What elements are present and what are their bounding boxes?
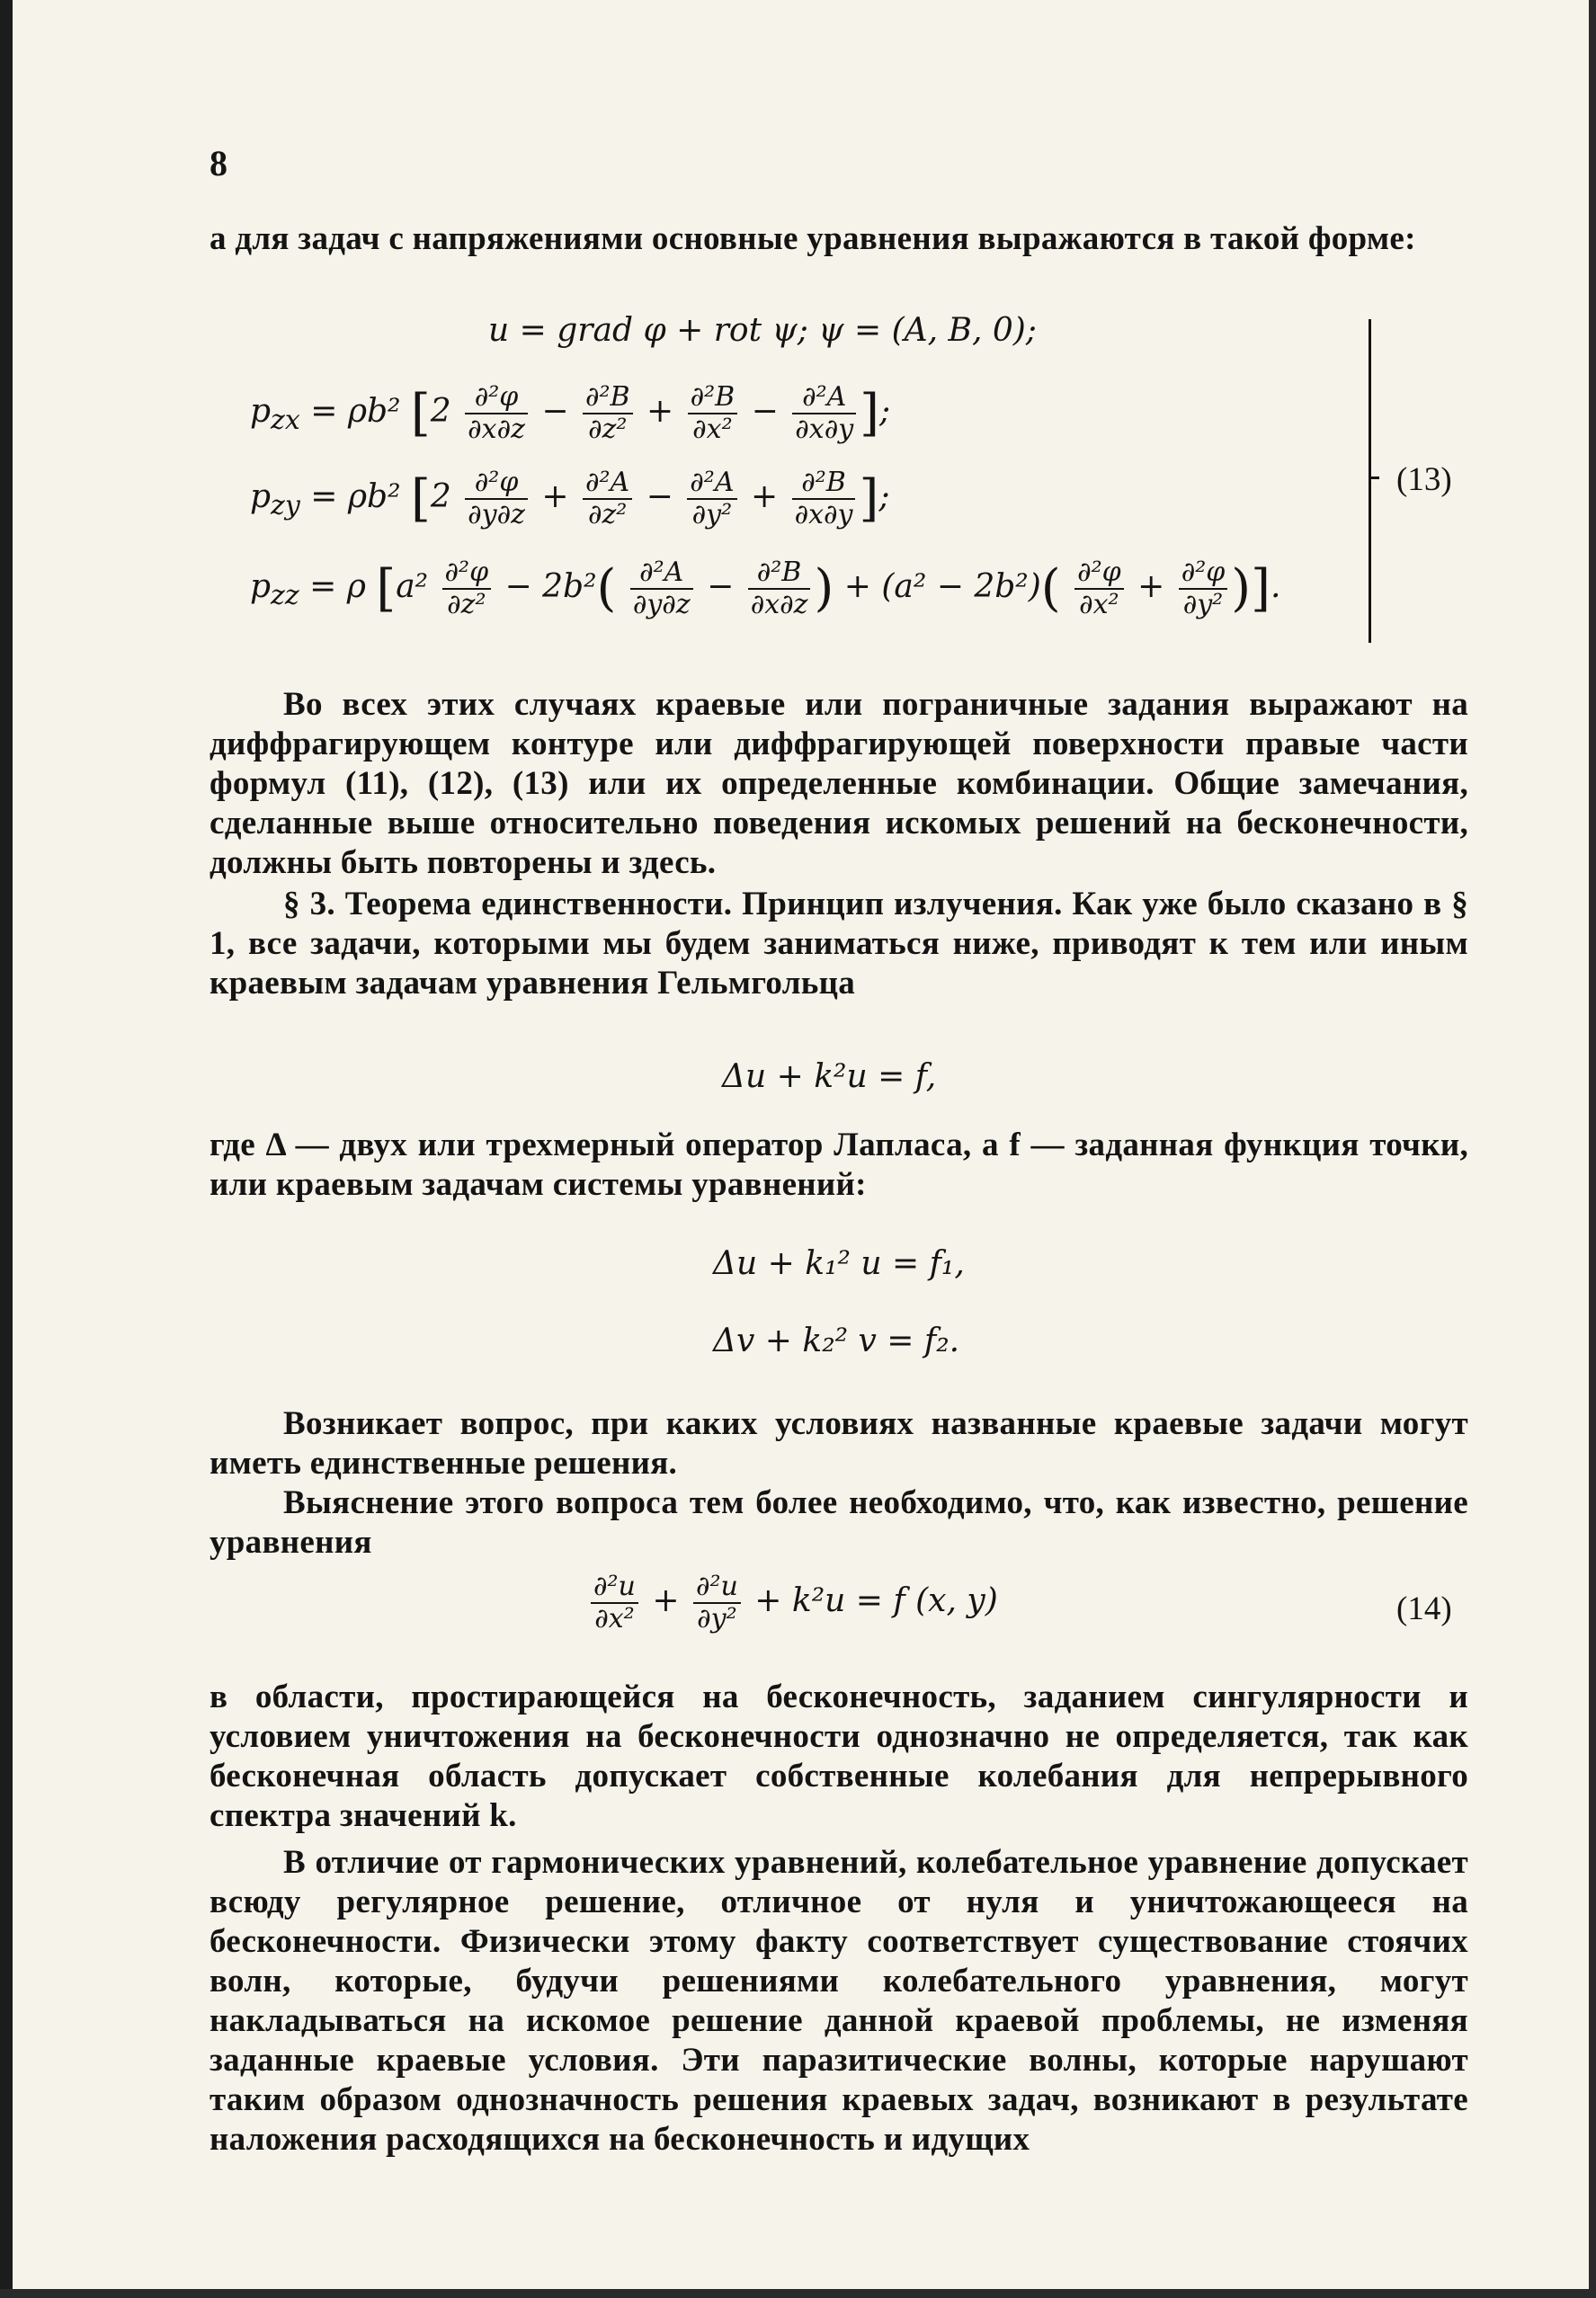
paragraph-laplace: где Δ — двух или трехмерный оператор Лапласа, а f — заданная функция точки, или краевым задачам системы уравнений: [210,1127,1468,1203]
eq14-rhs: + k²u = f (x, y) [754,1582,998,1619]
paragraph-standing-waves: В отличие от гармонических уравнений, колебательное уравнение допускает всюду регулярное решение, отличное от нуля и уничтожающееся на бесконечности. Физически этому факту соответствует существование стоячих волн, которые, будучи решениями колебательного уравнения, могут накладываться на искомое решение данной краевой проблемы, не изменяя заданные краевые условия. Эти паразитические волны, которые нарушают таким образом однозначность решения краевых задач, возникают в результате наложения расходящихся на бесконечность и идущих [210,1844,1468,2158]
paragraph-clarification: Выяснение этого вопроса тем более необходимо, что, как известно, решение уравнения [210,1484,1468,1561]
eq13-pzx: $p_{zx} = \rho b^2$ [2 $\frac{\text{∂²φ}}{\partial x\partial z}$ − $\frac{\text{∂²B}}{\text{∂z²}}$ + $\frac{\text{∂²B}}{\text{∂x²}}$ − $\frac{\text{∂²A}}{\partial x\partial y}$ ]; [250,381,891,445]
eq14-number: (14) [1396,1590,1452,1627]
eq13-pzy: $p_{zy} = \rho b^2$ [2 $\frac{\text{∂²φ}}{\partial y\partial z}$ + $\frac{\text{∂²A}}{\text{∂z²}}$ − $\frac{\text{∂²A}}{\text{∂y²}}$ + $\frac{\text{∂²B}}{\partial x\partial y}$ ]; [250,467,890,530]
scan-edge-left [0,0,13,2298]
section-heading: § 3. Теорема единственности. Принцип излучения. [283,886,1063,922]
page-number: 8 [210,143,227,183]
system-eq-1: Δu + k₁² u = f₁, [713,1245,965,1282]
pzy-label: $p_{zy}$ [250,478,300,522]
paragraph-infinite-domain: в области, простирающейся на бесконечность, заданием сингулярности и условием уничтожения на бесконечности однозначно не определяется, так как бесконечная область допускает собственные колебания для непрерывного спектра значений k. [210,1679,1468,1834]
eq13-line1: u = grad φ + rot ψ; ψ = (A, B, 0); [488,312,1037,349]
eq13-pzz: $p_{zz} = \rho$ [a² $\frac{\text{∂²φ}}{\text{∂z²}}$ − 2b²( $\frac{\text{∂²A}}{\partial y\partial z}$ − $\frac{\text{∂²B}}{\partial x\partial z}$ ) + (a² − 2b²)( $\frac{\text{∂²φ}}{\text{∂x²}}$ + $\frac{\text{∂²φ}}{\text{∂y²}}$ )]. [250,557,1281,620]
scan-edge-right [1589,0,1596,2298]
eq13-brace-tip [1369,477,1379,479]
eq13-number: (13) [1396,461,1452,498]
section-text: Как уже было сказано в § 1, все задачи, которыми мы будем заниматься ниже, приводят к тем или иным краевым задачам уравнения Гельмгольца [210,886,1468,1002]
section-3-paragraph [210,885,1468,1003]
pzz-label: $p_{zz}$ [250,568,299,612]
paragraph-question: Возникает вопрос, при каких условиях названные краевые задачи могут иметь единственные решения. [210,1405,1468,1482]
eq14: $\frac{\text{∂²u}}{\text{∂x²}}$ + $\frac{\text{∂²u}}{\text{∂y²}}$ + k²u = f (x, y) [587,1572,998,1634]
eq13-brace [1356,319,1371,643]
paragraph-boundary-conditions: Во всех этих случаях краевые или пограничные задания выражают на диффрагирующем контуре или диффрагирующей поверхности правые части формул (11), (12), (13) или их определенные комбинации. Общие замечания, сделанные выше относительно поведения искомых решений на бесконечности, должны быть повторены и здесь. [210,686,1468,881]
scan-edge-bottom [0,2289,1596,2298]
system-eq-2: Δv + k₂² v = f₂. [713,1323,960,1359]
pzx-label: $p_{zx}$ [250,393,300,437]
intro-text: а для задач с напряжениями основные уравнения выражаются в такой форме: [210,220,1416,257]
helmholtz-equation: Δu + k²u = f, [722,1058,937,1095]
